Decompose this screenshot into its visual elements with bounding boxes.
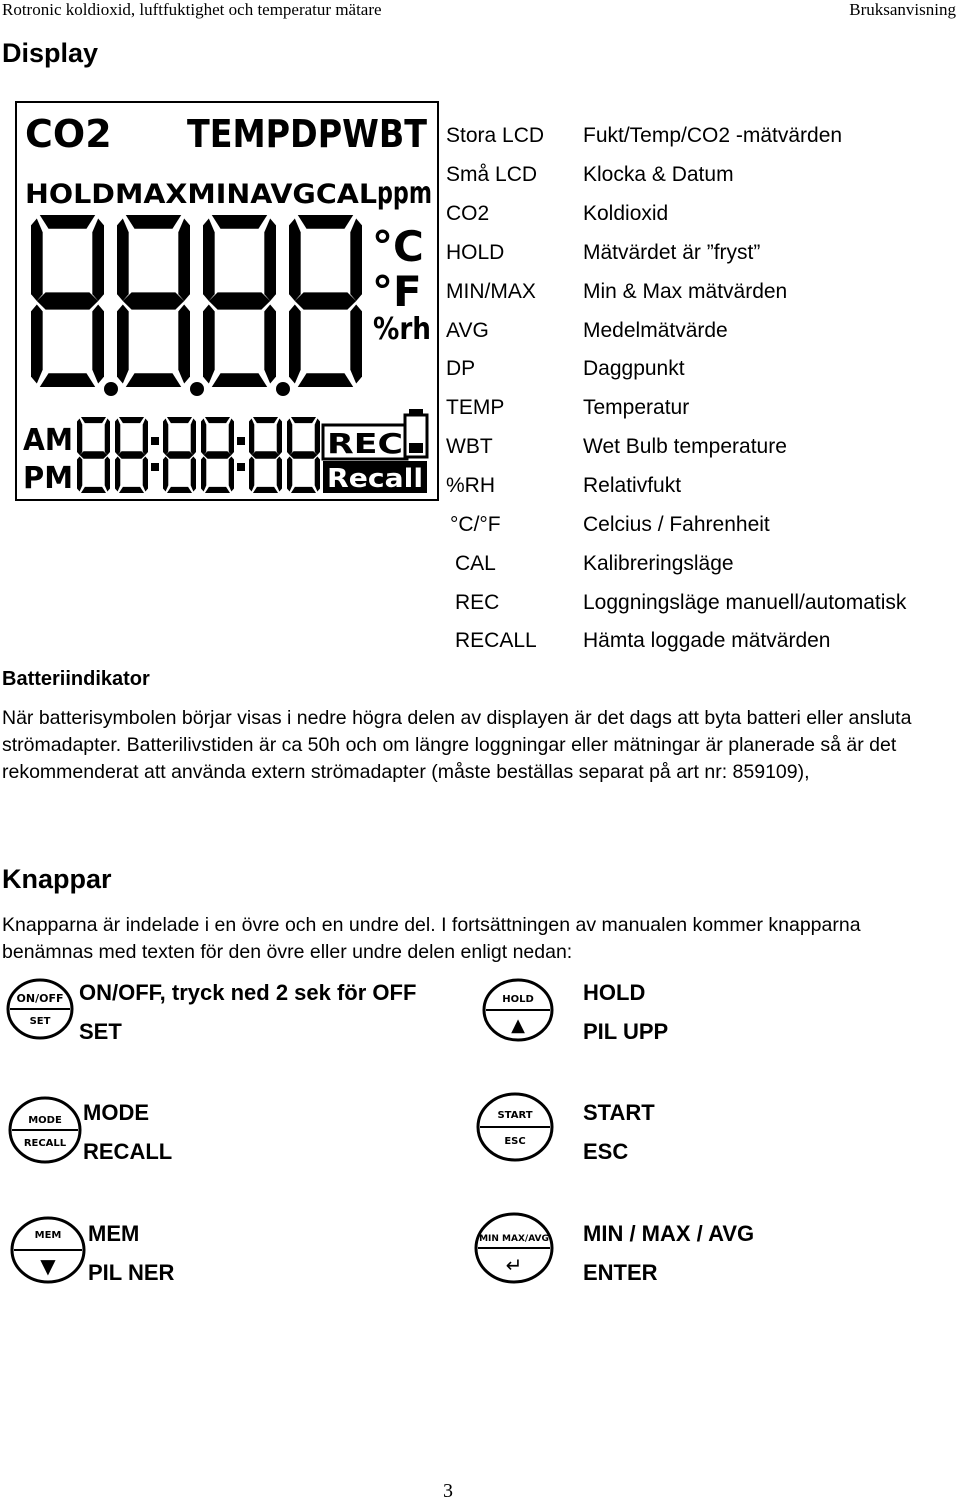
legend-term: MIN/MAX bbox=[446, 280, 536, 303]
legend-desc: Celcius / Fahrenheit bbox=[583, 513, 770, 536]
button-label-bottom: PIL NER bbox=[88, 1260, 175, 1285]
legend-term: °C/°F bbox=[450, 513, 501, 536]
lcd-am: AM bbox=[23, 423, 73, 458]
lcd-unit-ppm: ppm bbox=[377, 176, 432, 211]
section-title-display: Display bbox=[2, 38, 99, 68]
button-label-top: MIN / MAX / AVG bbox=[583, 1221, 755, 1246]
section-title-buttons: Knappar bbox=[2, 864, 112, 894]
battery-icon bbox=[405, 409, 427, 457]
legend-term: TEMP bbox=[446, 396, 505, 419]
lcd-co2-label: CO2 bbox=[25, 112, 112, 156]
hold-up-button-icon bbox=[482, 978, 554, 1042]
legend-term: %RH bbox=[446, 474, 496, 497]
mem-down-button-icon bbox=[10, 1216, 86, 1284]
legend-desc: Temperatur bbox=[583, 396, 690, 419]
mode-recall-button-icon bbox=[8, 1096, 82, 1164]
button-label-bottom: ENTER bbox=[583, 1260, 658, 1285]
svg-text:MIN MAX/AVG: MIN MAX/AVG bbox=[479, 1234, 549, 1244]
svg-text:▲: ▲ bbox=[511, 1015, 525, 1036]
button-label-bottom: SET bbox=[79, 1019, 122, 1044]
header-title: Rotronic koldioxid, luftfuktighet och temperatur mätare bbox=[2, 0, 382, 19]
button-label-bottom: PIL UPP bbox=[583, 1019, 669, 1044]
legend-desc: Mätvärdet är ”fryst” bbox=[583, 241, 761, 264]
section-title-battery: Batteriindikator bbox=[2, 668, 150, 690]
legend-desc: Min & Max mätvärden bbox=[583, 280, 788, 303]
svg-text:ON/OFF: ON/OFF bbox=[16, 992, 64, 1005]
legend-desc: Daggpunkt bbox=[583, 357, 685, 380]
lcd-recall: Recall bbox=[327, 464, 423, 494]
svg-text:ESC: ESC bbox=[504, 1136, 526, 1147]
lcd-unit-fahrenheit: °F bbox=[372, 267, 422, 316]
lcd-unit-rh: %rh bbox=[373, 312, 431, 347]
svg-text:RECALL: RECALL bbox=[23, 1138, 67, 1149]
svg-text:↵: ↵ bbox=[505, 1253, 523, 1277]
on-off-set-button-icon bbox=[6, 978, 74, 1040]
start-esc-button-icon bbox=[476, 1092, 554, 1162]
buttons-intro-paragraph: Knapparna är indelade i en övre och en undre del. I fortsättningen av manualen kommer knapparna benämnas med texten för den övre eller undre delen enligt nedan: bbox=[2, 914, 861, 963]
lcd-temp-labels: TEMPDPWBT bbox=[187, 112, 428, 156]
legend-desc: Wet Bulb temperature bbox=[583, 435, 787, 458]
button-label-top: START bbox=[583, 1100, 655, 1125]
lcd-rec: REC bbox=[327, 427, 403, 460]
legend-desc: Hämta loggade mätvärden bbox=[583, 629, 831, 652]
lcd-mode-labels: HOLDMAXMINAVGCAL bbox=[25, 179, 377, 210]
min-max-avg-enter-button-icon bbox=[474, 1212, 554, 1284]
lcd-big-digits bbox=[31, 215, 362, 396]
legend-term: Små LCD bbox=[446, 163, 538, 186]
legend-desc: Loggningsläge manuell/automatisk bbox=[583, 591, 907, 614]
lcd-pm: PM bbox=[23, 461, 73, 496]
button-label-top: MODE bbox=[83, 1100, 149, 1125]
lcd-clock-digits bbox=[77, 417, 320, 493]
legend-term: HOLD bbox=[446, 241, 505, 264]
legend-desc: Fukt/Temp/CO2 -mätvärden bbox=[583, 124, 843, 147]
legend-desc: Koldioxid bbox=[583, 202, 669, 225]
legend-term: CO2 bbox=[446, 202, 490, 225]
legend-term: RECALL bbox=[455, 629, 537, 652]
svg-text:SET: SET bbox=[29, 1016, 51, 1027]
legend-term: WBT bbox=[446, 435, 493, 458]
legend-desc: Kalibreringsläge bbox=[583, 552, 734, 575]
legend-term: CAL bbox=[455, 552, 496, 575]
header-doc-type: Bruksanvisning bbox=[849, 0, 956, 19]
legend-desc: Relativfukt bbox=[583, 474, 682, 497]
legend-term: DP bbox=[446, 357, 476, 380]
legend-desc: Medelmätvärde bbox=[583, 319, 728, 342]
lcd-unit-celsius: °C bbox=[372, 222, 424, 271]
battery-paragraph: När batterisymbolen börjar visas i nedre högra delen av displayen är det dags att byta batteri eller ansluta strömadapter. Batterilivstiden är ca 50h och om längre loggningar eller mätningar är planerade så är det rekommenderat att använda extern strömadapter (måste beställas separat på art nr: 859109), bbox=[2, 707, 912, 783]
svg-text:▼: ▼ bbox=[40, 1254, 56, 1278]
legend-term: AVG bbox=[446, 319, 489, 342]
svg-text:HOLD: HOLD bbox=[502, 994, 534, 1005]
button-label-top: ON/OFF, tryck ned 2 sek för OFF bbox=[79, 980, 417, 1005]
button-label-top: HOLD bbox=[583, 980, 646, 1005]
legend-desc: Klocka & Datum bbox=[583, 163, 734, 186]
button-label-bottom: RECALL bbox=[83, 1139, 173, 1164]
page-number: 3 bbox=[443, 1480, 453, 1502]
legend-term: REC bbox=[455, 591, 500, 614]
svg-text:MODE: MODE bbox=[28, 1115, 62, 1126]
svg-text:START: START bbox=[497, 1110, 533, 1121]
button-label-bottom: ESC bbox=[583, 1139, 629, 1164]
legend-term: Stora LCD bbox=[446, 124, 545, 147]
svg-text:MEM: MEM bbox=[34, 1230, 62, 1241]
button-label-top: MEM bbox=[88, 1221, 140, 1246]
lcd-display-diagram bbox=[15, 101, 439, 501]
